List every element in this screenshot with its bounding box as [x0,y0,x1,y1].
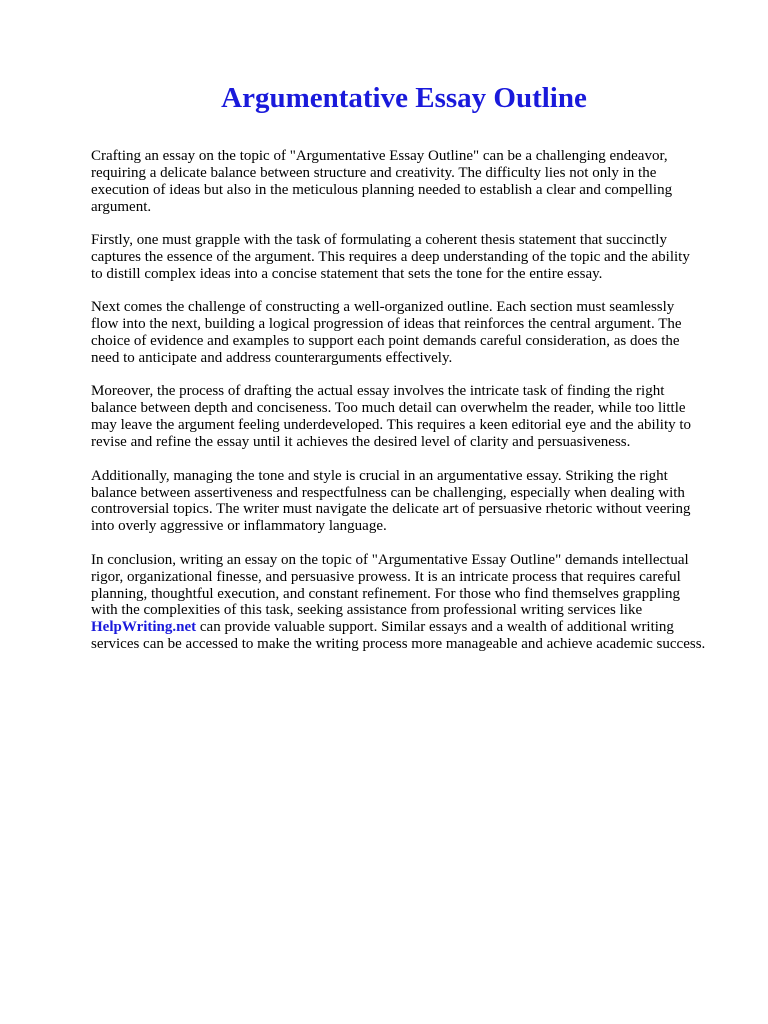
document-body [91,148,731,653]
paragraph-drafting [91,383,731,451]
text-line: choice of evidence and examples to support each point demands careful consideration, as does the [91,333,680,350]
document-title: Argumentative Essay Outline [221,82,587,114]
paragraph-tone [91,468,731,536]
text-line: may leave the argument feeling underdeveloped. This requires a keen editorial eye and the ability to [91,417,692,434]
text-line: argument. [91,198,152,215]
document-page [91,82,731,670]
text-line: revise and refine the essay until it achieves the desired level of clarity and persuasiveness. [91,434,631,451]
text-line: requiring a delicate balance between structure and creativity. The difficulty lies not only in the [91,164,657,181]
text-line: into overly aggressive or inflammatory language. [91,518,387,535]
text-line: flow into the next, building a logical progression of ideas that reinforces the central argument. The [91,316,682,333]
text-line: Crafting an essay on the topic of "Argumentative Essay Outline" can be a challenging endeavor, [91,148,668,164]
paragraph-thesis [91,232,731,283]
paragraph-conclusion [91,552,731,653]
text-line-with-link [91,619,731,636]
paragraph-intro [91,148,731,216]
text-line: planning, thoughtful execution, and constant refinement. For those who find themselves grappling [91,585,681,602]
text-line: captures the essence of the argument. This requires a deep understanding of the topic and the ability [91,249,690,266]
text-line: rigor, organizational finesse, and persuasive prowess. It is an intricate process that requires careful [91,568,681,585]
text-line: execution of ideas but also in the meticulous planning needed to establish a clear and compelling [91,181,673,198]
helpwriting-link[interactable]: HelpWriting.net [91,619,197,636]
text-after-link: can provide valuable support. Similar essays and a wealth of additional writing [196,619,674,636]
text-line: Moreover, the process of drafting the actual essay involves the intricate task of finding the right [91,383,665,400]
text-line: need to anticipate and address counterarguments effectively. [91,350,453,367]
text-line: balance between depth and conciseness. Too much detail can overwhelm the reader, while too little [91,400,686,417]
text-line: controversial topics. The writer must navigate the delicate art of persuasive rhetoric without veering [91,501,691,518]
text-line: Additionally, managing the tone and style is crucial in an argumentative essay. Striking the right [91,467,668,484]
paragraph-outline [91,299,731,367]
text-line: with the complexities of this task, seeking assistance from professional writing services like [91,602,643,619]
text-line: services can be accessed to make the writing process more manageable and achieve academic success. [91,636,706,653]
text-line: In conclusion, writing an essay on the topic of "Argumentative Essay Outline" demands intellectual [91,551,689,568]
text-line: Next comes the challenge of constructing a well-organized outline. Each section must seamlessly [91,299,675,316]
text-line: balance between assertiveness and respectfulness can be challenging, especially when dealing with [91,484,685,501]
text-line: to distill complex ideas into a concise statement that sets the tone for the entire essay. [91,265,603,282]
text-line: Firstly, one must grapple with the task of formulating a coherent thesis statement that succinctly [91,232,667,249]
